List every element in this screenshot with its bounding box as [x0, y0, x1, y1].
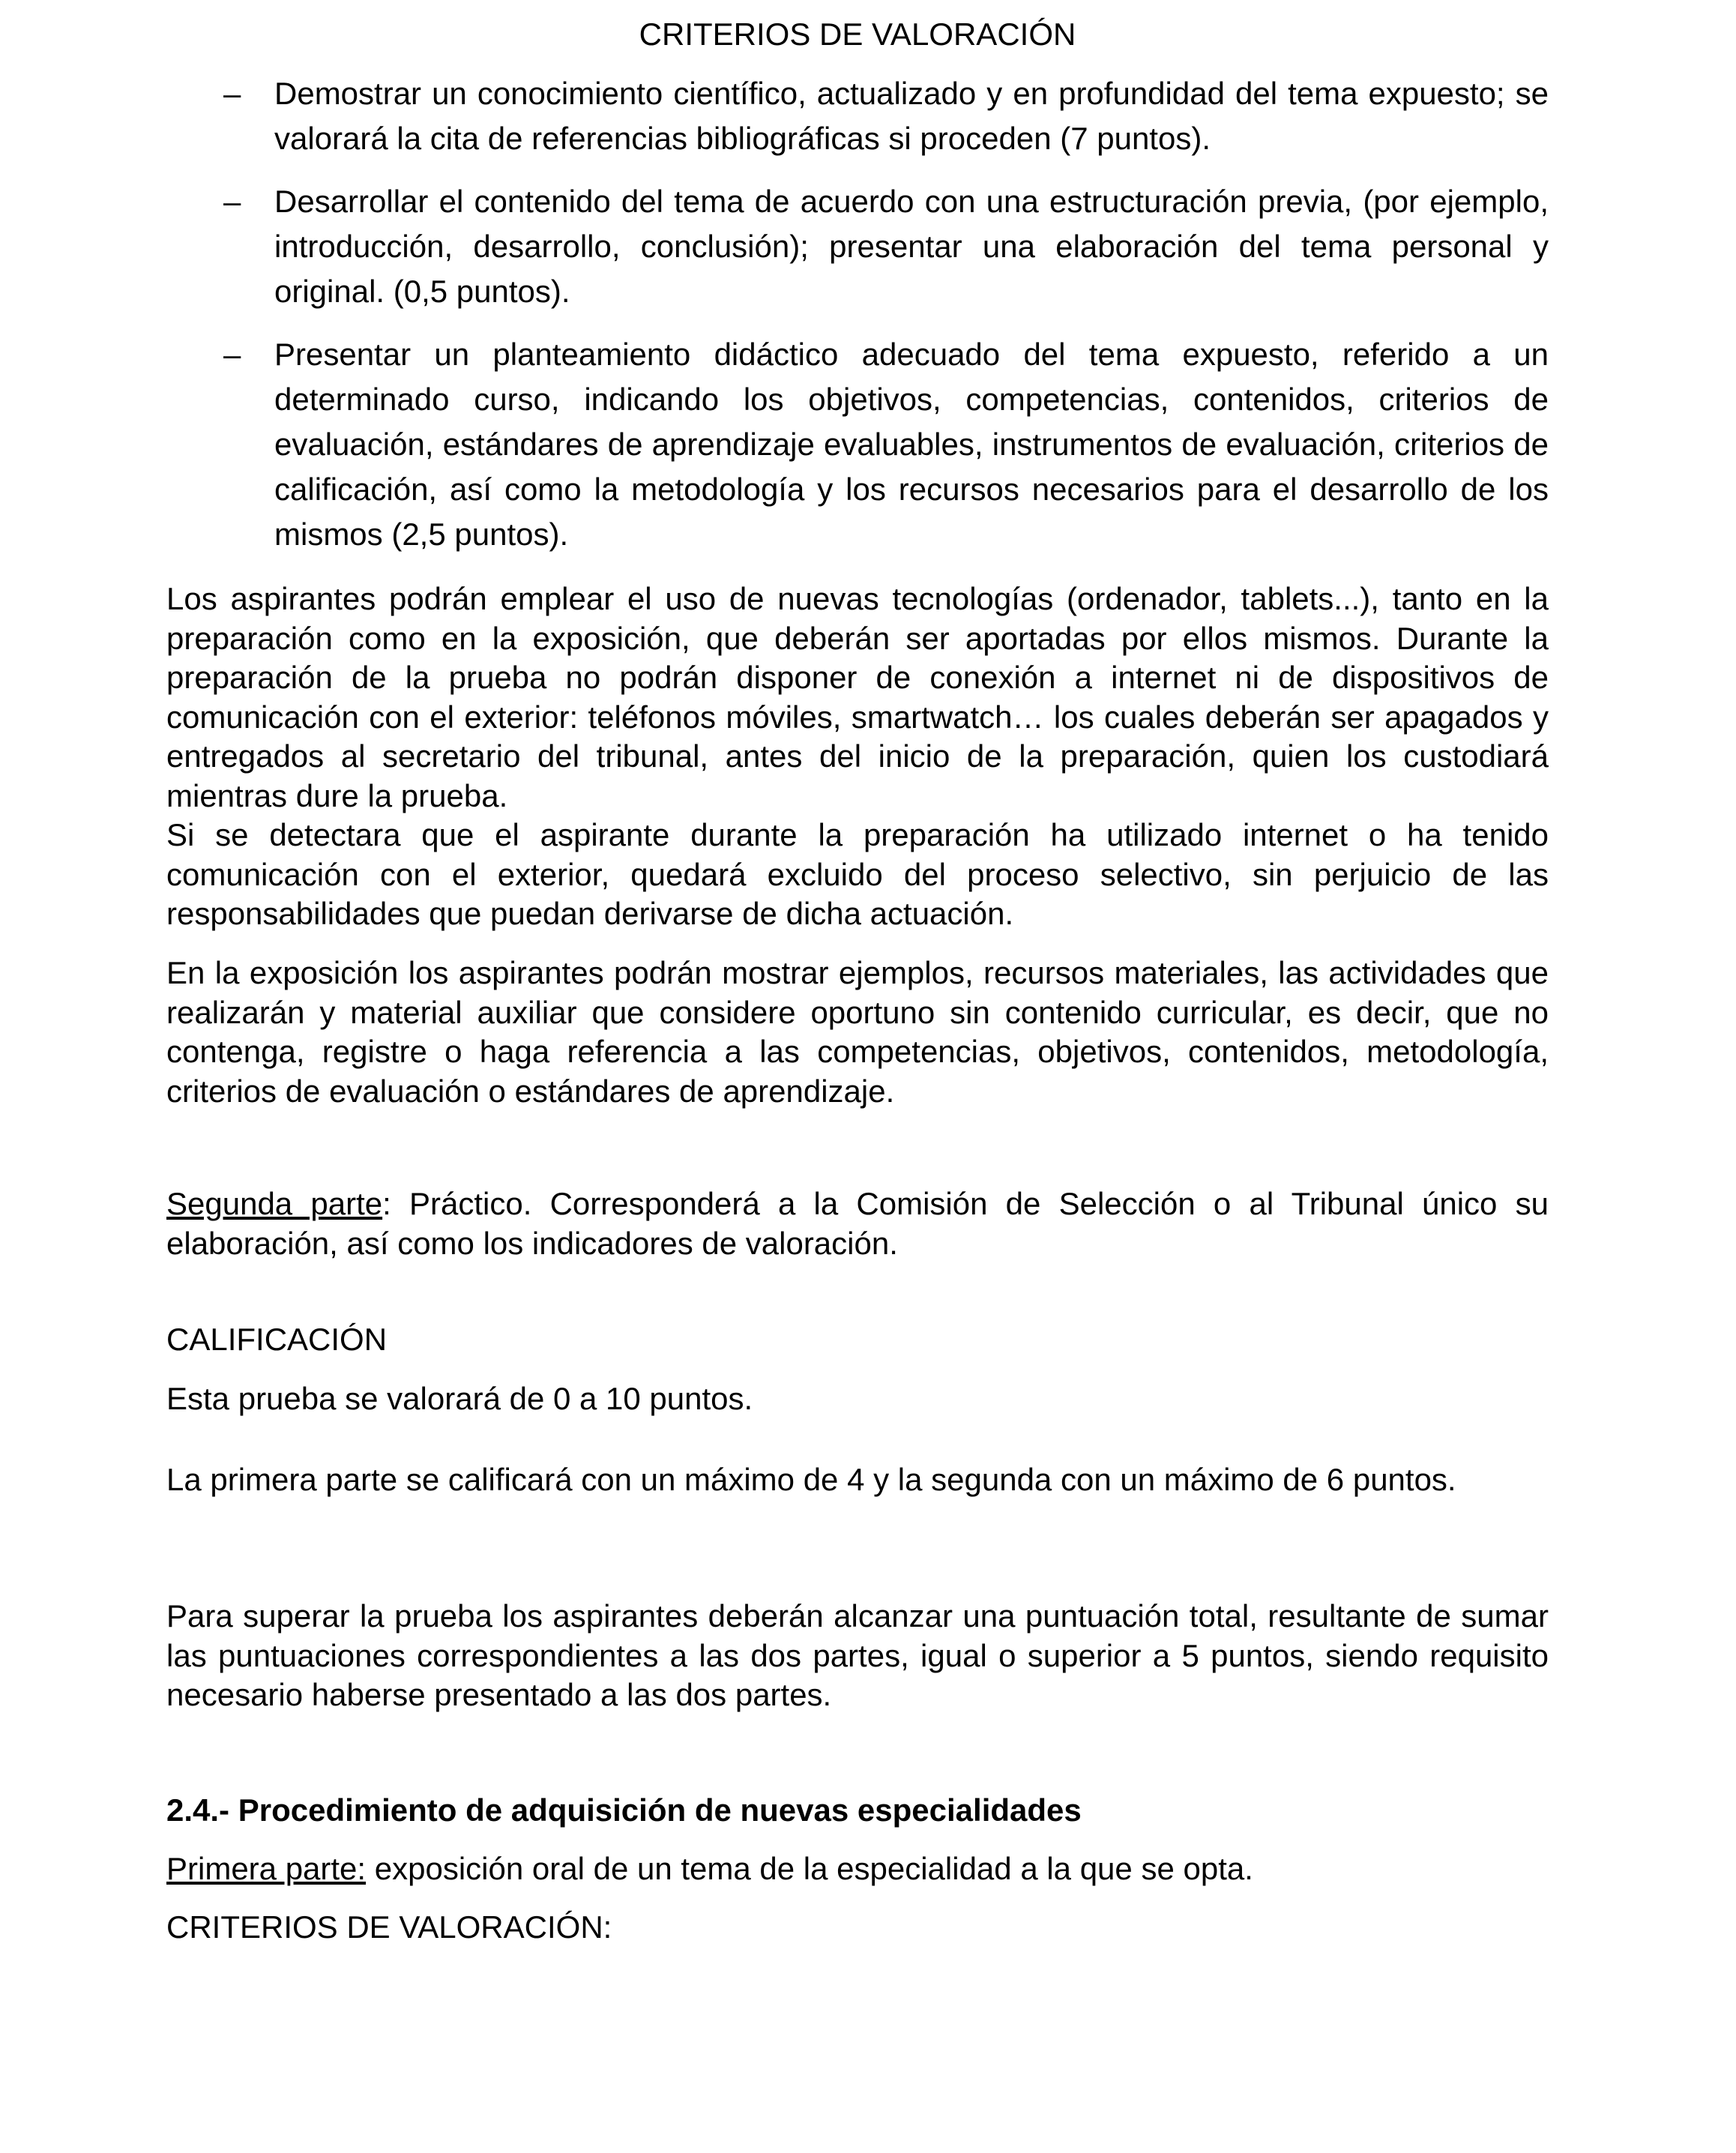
section-2-4-title: 2.4.- Procedimiento de adquisición de nuevas especialidades — [166, 1792, 1082, 1828]
document-page — [166, 0, 1549, 2153]
technology-paragraph: Los aspirantes podrán emplear el uso de nuevas tecnologías (ordenador, tablets...), tanto en la preparación como en la exposición, que deberán ser aportadas por ellos mismos. Durante la preparación de la prueba no podrán disponer de conexión a internet ni de dispositivos de comunicación con el exterior: teléfonos móviles, smartwatch… los cuales deberán ser apagados y entregados al secretario del tribunal, antes del inicio de la preparación, quien los custodiará mientras dure la prueba. — [166, 581, 1549, 813]
criteria-item-text: Desarrollar el contenido del tema de acuerdo con una estructuración previa, (por ejemplo, introducción, desarrollo, conclusión); presentar una elaboración del tema personal y original. (0,5 puntos). — [274, 184, 1549, 309]
criteria-item — [166, 71, 1549, 161]
first-part-label: Primera parte: — [166, 1851, 367, 1886]
second-part-text: : Práctico. Corresponderá a la Comisión de Selección o al Tribunal único su elaboración, así como los indicadores de valoración. — [166, 1186, 1549, 1261]
dash-marker: – — [223, 184, 241, 219]
grading-pass: Para superar la prueba los aspirantes deberán alcanzar una puntuación total, resultante de sumar las puntuaciones correspondientes a las dos partes, igual o superior a 5 puntos, siendo requisito necesario haberse presentado a las dos partes. — [166, 1598, 1549, 1712]
second-part-label: Segunda parte — [166, 1186, 383, 1221]
dash-marker: – — [223, 76, 241, 111]
grading-scale: Esta prueba se valorará de 0 a 10 puntos. — [166, 1381, 753, 1416]
second-part-paragraph — [166, 1184, 1549, 1263]
exposition-paragraph: En la exposición los aspirantes podrán mostrar ejemplos, recursos materiales, las actividades que realizarán y material auxiliar que considere oportuno sin contenido curricular, es decir, que no contenga, registre o haga referencia a las competencias, objetivos, contenidos, metodología, criterios de evaluación o estándares de aprendizaje. — [166, 955, 1549, 1109]
criteria-item — [166, 332, 1549, 557]
criteria-heading: CRITERIOS DE VALORACIÓN — [639, 16, 1076, 52]
first-part-text: exposición oral de un tema de la especialidad a la que se opta. — [366, 1851, 1253, 1886]
grading-title: CALIFICACIÓN — [166, 1322, 388, 1357]
grading-max: La primera parte se calificará con un máximo de 4 y la segunda con un máximo de 6 puntos. — [166, 1462, 1456, 1497]
first-part-paragraph — [166, 1849, 1549, 1889]
criteria-item-text: Demostrar un conocimiento científico, actualizado y en profundidad del tema expuesto; se valorará la cita de referencias bibliográficas si proceden (7 puntos). — [274, 76, 1549, 156]
criteria-title-2: CRITERIOS DE VALORACIÓN: — [166, 1909, 612, 1945]
criteria-item — [166, 179, 1549, 314]
exclusion-paragraph: Si se detectara que el aspirante durante la preparación ha utilizado internet o ha tenido comunicación con el exterior, quedará excluido del proceso selectivo, sin perjuicio de las responsabilidades que puedan derivarse de dicha actuación. — [166, 817, 1549, 931]
criteria-list — [166, 71, 1549, 575]
criteria-item-text: Presentar un planteamiento didáctico adecuado del tema expuesto, referido a un determinado curso, indicando los objetivos, competencias, contenidos, criterios de evaluación, estándares de aprendizaje evaluables, instrumentos de evaluación, criterios de calificación, así como la metodología y los recursos necesarios para el desarrollo de los mismos (2,5 puntos). — [274, 337, 1549, 552]
dash-marker: – — [223, 337, 241, 372]
